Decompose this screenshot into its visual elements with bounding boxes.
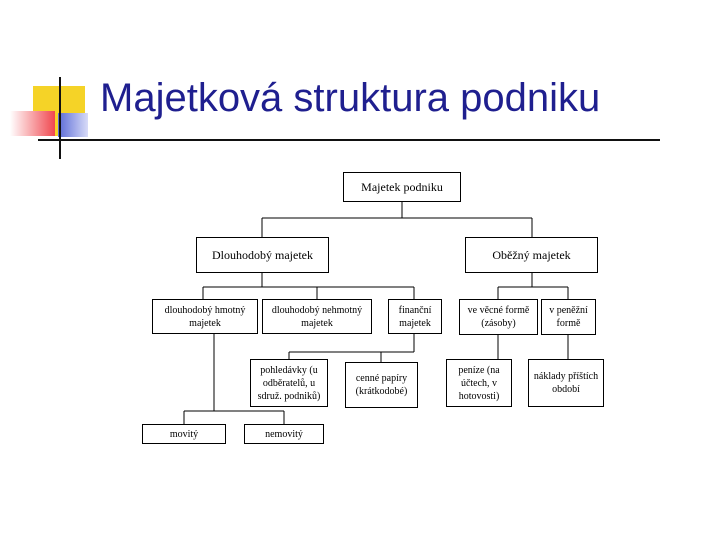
node-movable: movitý: [142, 424, 226, 444]
node-immovable: nemovitý: [244, 424, 324, 444]
node-cash: peníze (na účtech, v hotovosti): [446, 359, 512, 407]
node-prepaid-expenses: náklady příštích období: [528, 359, 604, 407]
node-receivables: pohledávky (u odběratelů, u sdruž. podniků): [250, 359, 328, 407]
node-tangible-assets: dlouhodobý hmotný majetek: [152, 299, 258, 334]
node-long-term-assets: Dlouhodobý majetek: [196, 237, 329, 273]
node-intangible-assets: dlouhodobý nehmotný majetek: [262, 299, 372, 334]
node-material-form: ve věcné formě (zásoby): [459, 299, 538, 335]
node-securities: cenné papíry (krátkodobé): [345, 362, 418, 408]
node-financial-assets: finanční majetek: [388, 299, 442, 334]
node-monetary-form: v peněžní formě: [541, 299, 596, 335]
node-current-assets: Oběžný majetek: [465, 237, 598, 273]
slide-title: Majetková struktura podniku: [100, 76, 601, 120]
node-root: Majetek podniku: [343, 172, 461, 202]
